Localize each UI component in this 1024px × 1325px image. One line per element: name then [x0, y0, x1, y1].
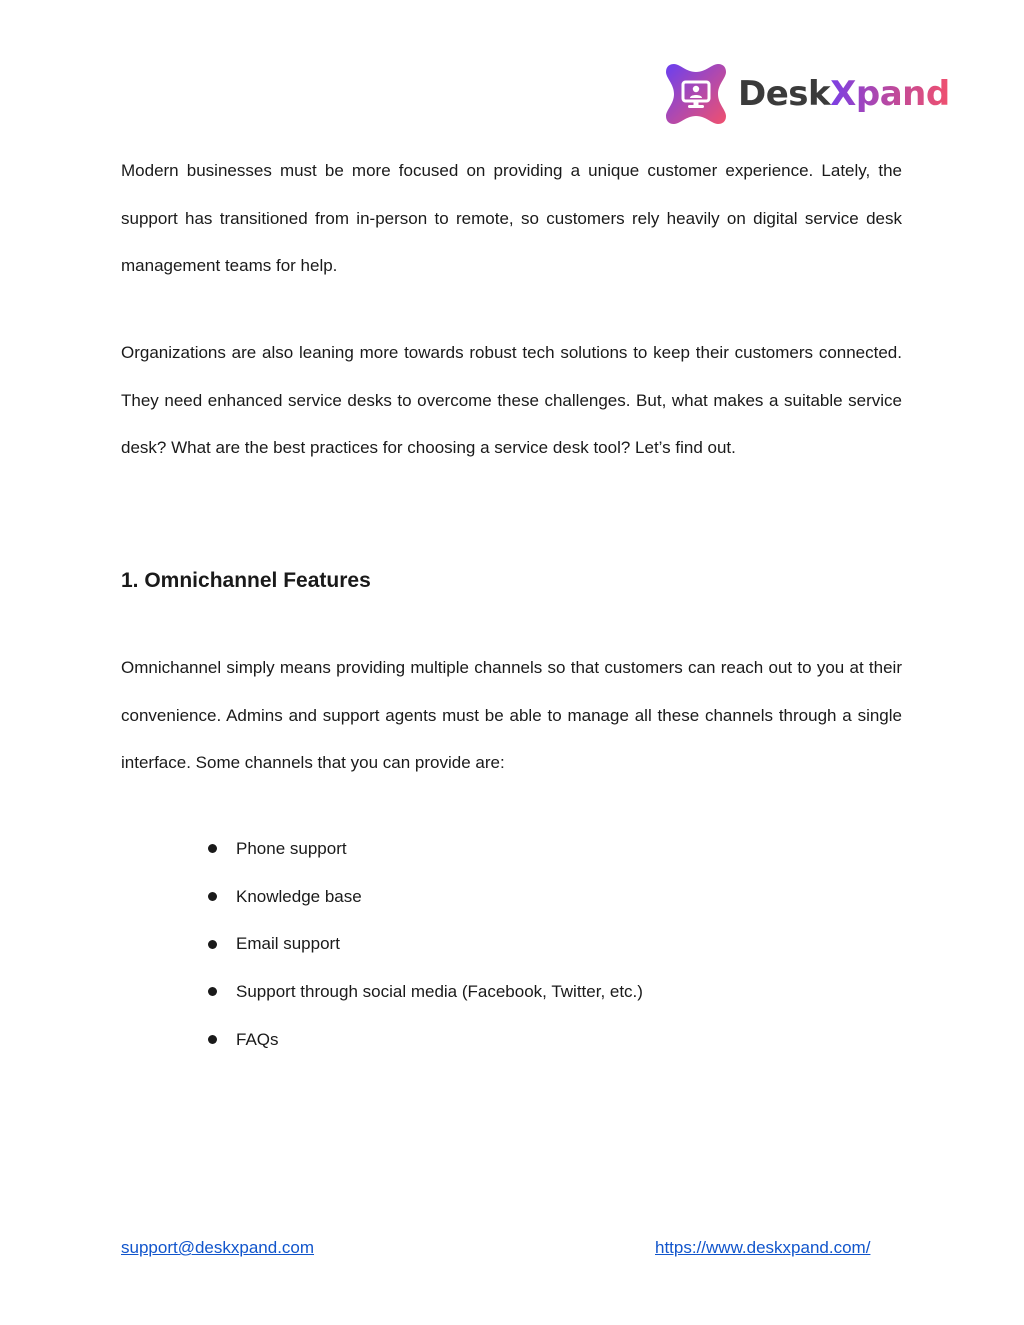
list-item: [208, 1016, 643, 1064]
list-item: [208, 968, 643, 1016]
section-heading: 1. Omnichannel Features: [121, 569, 371, 592]
bullet-icon: [208, 987, 217, 996]
list-item: [208, 920, 643, 968]
footer-email-link[interactable]: support@deskxpand.com: [121, 1238, 315, 1257]
brand-name-xpand: Xpand: [830, 74, 950, 114]
footer-website-link[interactable]: https://www.deskxpand.com/: [655, 1238, 871, 1257]
monitor-user-icon: [664, 62, 728, 126]
brand-name-desk: Desk: [738, 74, 831, 114]
brand-wordmark: [738, 74, 950, 114]
bullet-icon: [208, 940, 217, 949]
list-item: [208, 825, 643, 873]
list-item-text: Email support: [236, 934, 340, 954]
list-item-text: Phone support: [236, 839, 347, 858]
bullet-icon: [208, 844, 217, 853]
bullet-icon: [208, 892, 217, 901]
bullet-icon: [208, 1035, 217, 1044]
list-item-text: FAQs: [236, 1029, 279, 1049]
list-item: [208, 873, 643, 921]
section-paragraph: Omnichannel simply means providing multiple channels so that customers can reach out to you at their convenience. Admins and support agents must be able to manage all these channels through a single interface. Some channels that you can provide are:: [121, 658, 902, 773]
brand-logo: [664, 60, 950, 128]
channel-list: [208, 825, 643, 1063]
intro-paragraph-1: Modern businesses must be more focused on providing a unique customer experience. Lately, the support has transitioned from in-person to remote, so customers rely heavily on digital service desk management teams for help.: [121, 161, 902, 276]
list-item-text: Support through social media (Facebook, Twitter, etc.): [236, 982, 643, 1002]
list-item-text: Knowledge base: [236, 886, 362, 906]
intro-paragraph-2: Organizations are also leaning more towards robust tech solutions to keep their customers connected. They need enhanced service desks to overcome these challenges. But, what makes a suitable service desk? What are the best practices for choosing a service desk tool? Let’s find out.: [121, 343, 902, 458]
